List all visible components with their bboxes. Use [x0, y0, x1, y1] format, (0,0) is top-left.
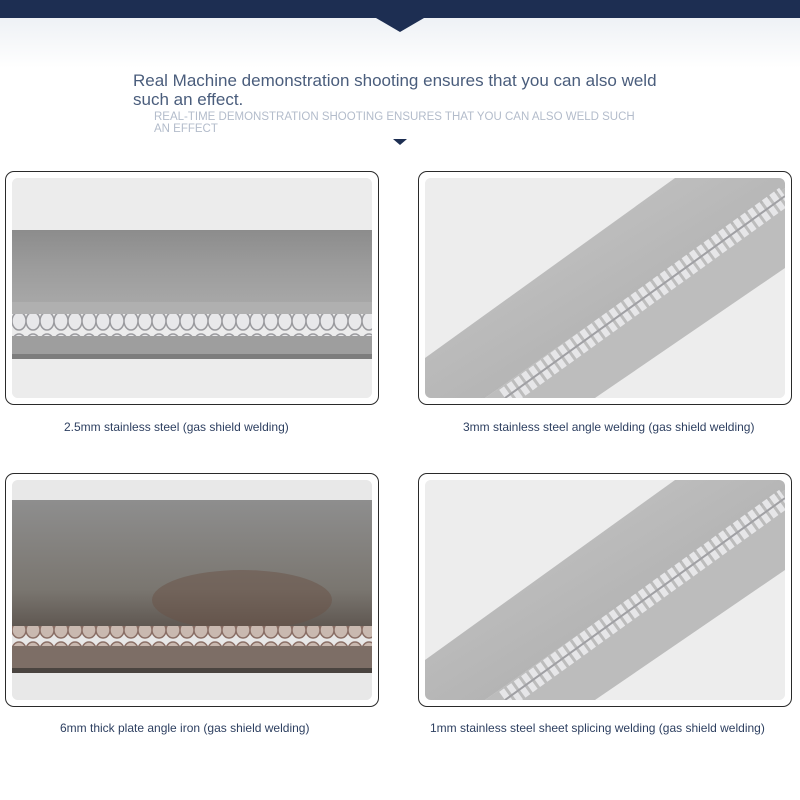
weld-photo-2: [425, 178, 785, 398]
weld-photo-3: [12, 480, 372, 700]
sample-card-3: [5, 473, 379, 707]
sample-caption-1: 2.5mm stainless steel (gas shield welding): [64, 420, 289, 434]
sample-card-2: [418, 171, 792, 405]
sample-caption-3: 6mm thick plate angle iron (gas shield welding): [60, 721, 310, 735]
sample-caption-2: 3mm stainless steel angle welding (gas shield welding): [463, 420, 755, 434]
section-subheadline: REAL-TIME DEMONSTRATION SHOOTING ENSURES THAT YOU CAN ALSO WELD SUCH AN EFFECT: [154, 111, 635, 135]
down-arrow-icon: [393, 139, 407, 145]
sample-card-4: [418, 473, 792, 707]
section-headline: Real Machine demonstration shooting ensures that you can also weld such an effect.: [133, 71, 657, 109]
top-banner-bar: [0, 0, 800, 18]
sample-card-1: [5, 171, 379, 405]
banner-notch: [376, 18, 424, 32]
weld-photo-1: [12, 178, 372, 398]
sample-caption-4: 1mm stainless steel sheet splicing welding (gas shield welding): [430, 721, 765, 735]
weld-photo-4: [425, 480, 785, 700]
